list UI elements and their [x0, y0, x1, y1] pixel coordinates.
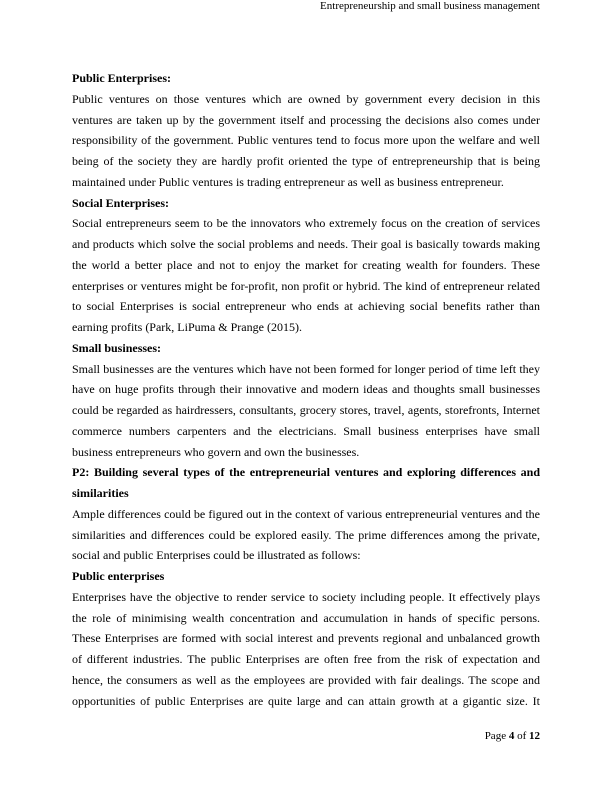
text-line: responsibility of the government. Public ventures tend to focus more upon the welfare and well — [72, 133, 540, 148]
paragraph — [72, 504, 540, 566]
section-heading — [72, 338, 540, 359]
total-pages: 12 — [529, 730, 540, 742]
text-line: opportunities of public Enterprises are quite large and can attain growth at a gigantic size. It — [72, 693, 540, 708]
section-heading — [72, 462, 540, 504]
text-line: Public ventures on those ventures which are owned by government every decision in this — [72, 91, 540, 106]
text-line: earning profits (Park, LiPuma & Prange (2015). — [72, 320, 302, 334]
text-line: social and public Enterprises could be illustrated as follows: — [72, 548, 361, 563]
paragraph — [72, 359, 540, 463]
text-line: Public enterprises — [72, 569, 165, 583]
paragraph — [72, 587, 540, 712]
document-body — [72, 68, 540, 711]
running-header: Entrepreneurship and small business management — [320, 0, 540, 12]
text-line: business entrepreneurs who govern and own the businesses. — [72, 444, 360, 459]
paragraph — [72, 213, 540, 338]
text-line: similarities and differences could be explored easily. The prime differences among the private, — [72, 527, 540, 542]
section-heading — [72, 68, 540, 89]
text-line: maintained under Public ventures is trading entrepreneur as well as business entrepreneur. — [72, 174, 504, 189]
text-line: commerce numbers carpenters and the electricians. Small business enterprises have small — [72, 423, 540, 438]
text-line: Ample differences could be figured out in the context of various entrepreneurial ventures and the — [72, 506, 540, 521]
text-line: the world a better place and not to enjoy the market for creating wealth for founders. These — [72, 257, 540, 272]
text-line: of different industries. The public Enterprises are often free from the risk of expectation and — [72, 652, 540, 666]
text-line: Social entrepreneurs seem to be the innovators who extremely focus on the creation of services — [72, 216, 540, 231]
text-line: being of the society they are hardly profit oriented the type of entrepreneurship that is being — [72, 154, 540, 168]
text-line: Small businesses: — [72, 340, 162, 355]
page-label: Page — [484, 730, 507, 742]
text-line: ventures are taken up by the government itself and processing the decisions also comes under — [72, 112, 540, 127]
text-line: have on huge profits through their innovative and modern ideas and thoughts small businesses — [72, 382, 540, 397]
text-line: P2: Building several types of the entrepreneurial ventures and exploring differences and — [72, 465, 540, 480]
text-line: hence, the consumers as well as the employees are provided with fair dealings. The scope and — [72, 672, 540, 687]
page-number — [485, 730, 540, 742]
text-line: enterprises or ventures might be for-profit, non profit or hybrid. The kind of entrepreneur related — [72, 278, 540, 293]
text-line: Enterprises have the objective to render service to society including people. It effectively plays — [72, 589, 540, 604]
of-label: of — [517, 730, 527, 742]
section-heading — [72, 193, 540, 214]
paragraph — [72, 89, 540, 193]
text-line: These Enterprises are formed with social interest and prevents regional and unbalanced growth — [72, 631, 540, 646]
text-line: Public Enterprises: — [72, 71, 171, 85]
section-heading — [72, 566, 540, 587]
text-line: similarities — [72, 486, 129, 500]
text-line: Small businesses are the ventures which have not been formed for longer period of time left they — [72, 361, 540, 376]
text-line: and products which solve the social problems and needs. Their goal is basically towards making — [72, 237, 540, 251]
text-line: could be regarded as hairdressers, consultants, grocery stores, travel, agents, storefronts, Internet — [72, 403, 540, 417]
current-page: 4 — [508, 730, 515, 742]
text-line: Social Enterprises: — [72, 195, 169, 210]
text-line: to social Enterprises is social entrepreneur who ends at achieving social benefits rather than — [72, 299, 540, 314]
text-line: the role of minimising wealth concentration and accumulation in hands of specific persons. — [72, 610, 540, 625]
